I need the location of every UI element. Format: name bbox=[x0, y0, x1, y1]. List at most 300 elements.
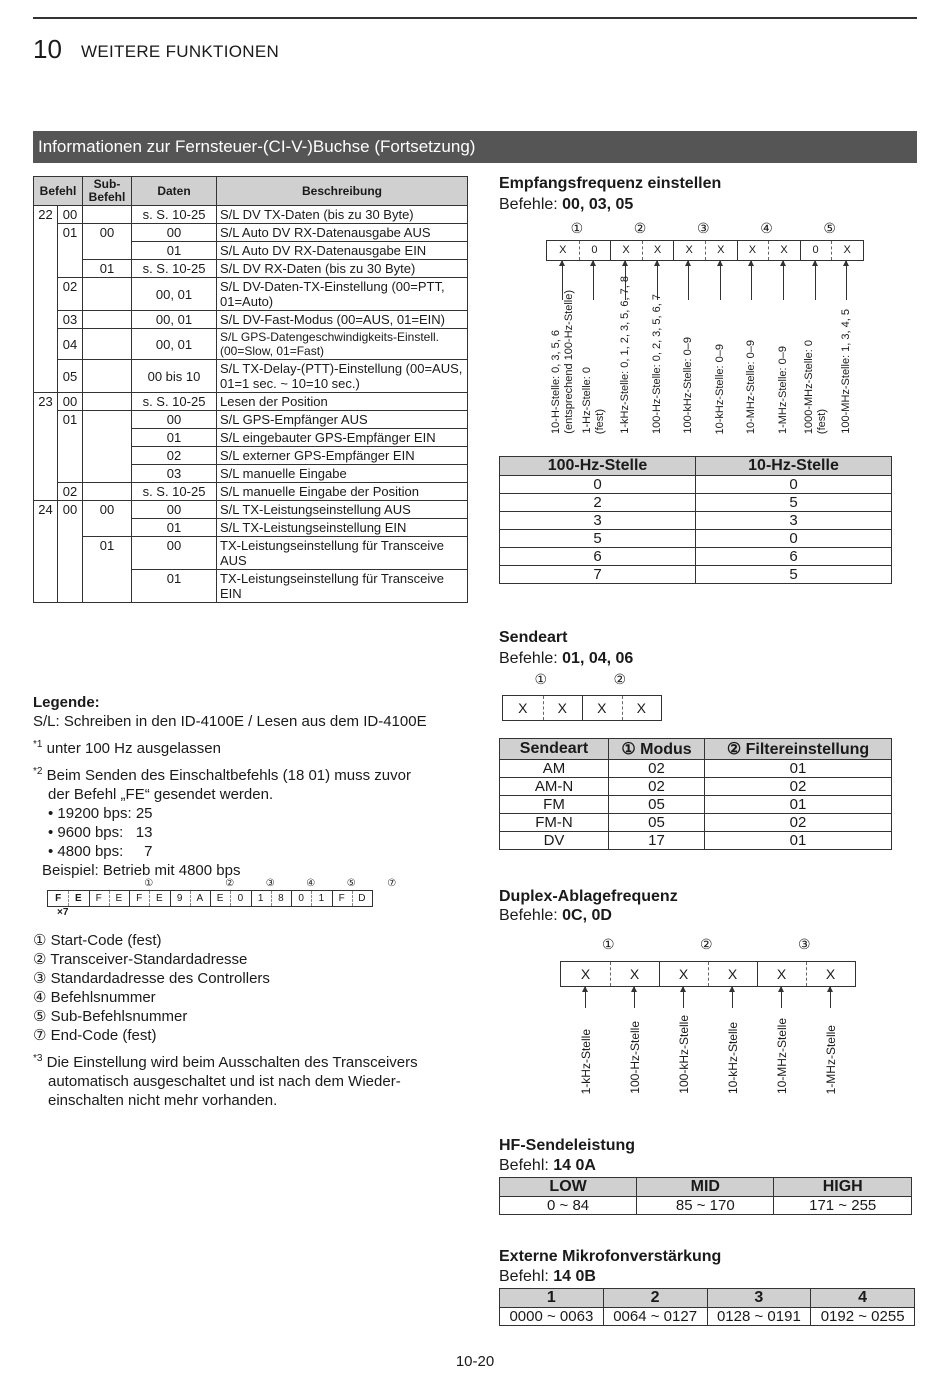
sendeart-row bbox=[500, 814, 892, 832]
legend-item: ③ Standardadresse des Controllers bbox=[33, 970, 270, 987]
table-row bbox=[34, 311, 468, 329]
hz-row bbox=[500, 512, 892, 530]
duplex-title: Duplex-Ablagefrequenz bbox=[499, 888, 678, 905]
hz-row-cell: 0 bbox=[696, 530, 892, 548]
daten-cell: 00, 01 bbox=[132, 311, 217, 329]
nibble-divider-dashed bbox=[579, 241, 580, 260]
footnote-3-text-c: einschalten nicht mehr vorhanden. bbox=[48, 1092, 278, 1109]
arrow-head bbox=[812, 260, 818, 266]
hz-table bbox=[499, 456, 892, 584]
arrow-line bbox=[846, 260, 847, 300]
daten-cell: 01 bbox=[132, 570, 217, 603]
sendeart-row bbox=[500, 760, 892, 778]
footnote-1-mark: *1 bbox=[33, 739, 43, 750]
desc-cell: S/L DV TX-Daten (bis zu 30 Byte) bbox=[217, 206, 468, 224]
byte-number: ④ bbox=[760, 220, 773, 236]
freq-diagram bbox=[546, 220, 862, 442]
desc-cell: TX-Leistungseinstellung für Transceive EIN bbox=[217, 570, 468, 603]
sendeart-header-2: ② Filtereinstellung bbox=[705, 739, 892, 760]
sub-cell bbox=[83, 329, 132, 360]
mic-table-header bbox=[500, 1289, 915, 1308]
example-nibble-divider bbox=[68, 891, 69, 906]
daten-cell: 00 bbox=[132, 224, 217, 242]
daten-cell: s. S. 10-25 bbox=[132, 206, 217, 224]
duplex-label: 10-MHz-Stelle bbox=[774, 1017, 789, 1094]
example-byte: E bbox=[216, 893, 224, 904]
times-seven: ×7 bbox=[57, 907, 69, 918]
byte-number: ② bbox=[633, 220, 647, 236]
sendeart-row-cell: 02 bbox=[609, 778, 705, 796]
digit-label: 10-MHz-Stelle: 0–9 bbox=[745, 339, 758, 434]
byte-number: ⑤ bbox=[823, 220, 836, 236]
arrow-head bbox=[631, 986, 637, 992]
sub-cell: 00 bbox=[83, 501, 132, 537]
hz-row-cell: 5 bbox=[696, 494, 892, 512]
sendeart-row-cell: 17 bbox=[609, 832, 705, 850]
arrow-head bbox=[680, 986, 686, 992]
legend-items bbox=[33, 931, 418, 1110]
example-circle: ⑤ bbox=[346, 878, 356, 889]
sendeart-row-cell: 01 bbox=[705, 796, 892, 814]
nibble-divider-dashed bbox=[806, 962, 807, 986]
desc-cell: Lesen der Position bbox=[217, 393, 468, 411]
hz-row-cell: 2 bbox=[500, 494, 696, 512]
nibble-cell: X bbox=[825, 966, 836, 982]
befehl-cell: 23 bbox=[34, 393, 58, 501]
befehl2-cell: 01 bbox=[58, 224, 83, 278]
arrow-line bbox=[720, 260, 721, 300]
befehl2-cell: 02 bbox=[58, 278, 83, 311]
mic-header-3: 3 bbox=[707, 1289, 811, 1308]
desc-cell: S/L DV RX-Daten (bis zu 30 Byte) bbox=[217, 260, 468, 278]
example-byte: E bbox=[156, 893, 163, 904]
byte-number: ① bbox=[602, 936, 615, 952]
desc-cell: S/L DV-Fast-Modus (00=AUS, 01=EIN) bbox=[217, 311, 468, 329]
legend-item: ① Start-Code (fest) bbox=[33, 932, 162, 949]
freq-commands bbox=[499, 196, 633, 214]
example-circle: ② bbox=[225, 878, 235, 889]
example-byte: E bbox=[115, 893, 123, 904]
digit-label: 1000-MHz-Stelle: 0 bbox=[802, 339, 815, 434]
arrow-line bbox=[783, 260, 784, 300]
hz-table-body bbox=[500, 476, 892, 584]
byte-divider bbox=[757, 962, 758, 986]
header-befehl: Befehl bbox=[34, 177, 83, 206]
hf-value-low: 0 ~ 84 bbox=[500, 1197, 637, 1215]
sendeart-row bbox=[500, 832, 892, 850]
footnote-2 bbox=[33, 762, 427, 785]
sendeart-row bbox=[500, 778, 892, 796]
desc-cell: S/L GPS-Datengeschwindigkeits-Einstell. (00=Slow, 01=Fast) bbox=[217, 329, 468, 360]
mic-command-prefix: Befehl: bbox=[499, 1268, 554, 1285]
top-rule bbox=[33, 17, 917, 19]
digit-label: 10-kHz-Stelle: 0–9 bbox=[713, 343, 726, 434]
desc-cell: S/L Auto DV RX-Datenausgabe AUS bbox=[217, 224, 468, 242]
example-byte: A bbox=[196, 893, 204, 904]
nibble-cell: X bbox=[622, 244, 630, 256]
table-row bbox=[34, 224, 468, 242]
nibble-cell: X bbox=[597, 700, 607, 716]
sub-cell bbox=[83, 393, 132, 411]
byte-divider bbox=[673, 241, 674, 260]
duplex-diagram bbox=[560, 936, 856, 1096]
digit-label: 100-kHz-Stelle: 0–9 bbox=[682, 337, 695, 434]
hf-header-high: HIGH bbox=[774, 1178, 912, 1197]
byte-number: ① bbox=[570, 220, 584, 236]
befehl2-cell: 02 bbox=[58, 483, 83, 501]
nibble-cell: X bbox=[629, 966, 640, 982]
footnote-1 bbox=[33, 735, 427, 758]
mic-table bbox=[499, 1288, 915, 1326]
command-table-header bbox=[34, 177, 468, 206]
hz-header-10: 10-Hz-Stelle bbox=[696, 457, 892, 476]
duplex-label: 100-kHz-Stelle bbox=[676, 1015, 691, 1094]
nibble-box bbox=[546, 240, 864, 261]
sendeart-row-cell: 01 bbox=[705, 760, 892, 778]
sub-cell bbox=[83, 411, 132, 483]
sendeart-row-cell: 05 bbox=[609, 796, 705, 814]
bps-19200: • 19200 bps: 25 bbox=[48, 805, 153, 822]
hz-row-cell: 3 bbox=[696, 512, 892, 530]
chapter-number: 10 bbox=[33, 34, 62, 64]
nibble-divider-dashed bbox=[642, 241, 643, 260]
arrow-head bbox=[827, 986, 833, 992]
table-row bbox=[34, 483, 468, 501]
nibble-cell: X bbox=[580, 966, 591, 982]
example-byte: 0 bbox=[298, 893, 304, 904]
arrow-line bbox=[815, 260, 816, 300]
arrow-head bbox=[717, 260, 723, 266]
hf-title: HF-Sendeleistung bbox=[499, 1137, 636, 1154]
nibble-divider-dashed bbox=[543, 696, 544, 720]
nibble-cell: 0 bbox=[591, 244, 598, 256]
legend-item: ⑦ End-Code (fest) bbox=[33, 1027, 157, 1044]
nibble-cell: X bbox=[843, 244, 851, 256]
example-byte: F bbox=[136, 893, 143, 904]
nibble-cell: X bbox=[518, 700, 528, 716]
example-byte: F bbox=[95, 893, 102, 904]
daten-cell: 00, 01 bbox=[132, 329, 217, 360]
table-row bbox=[34, 393, 468, 411]
legend-sl: S/L: Schreiben in den ID-4100E / Lesen aus dem ID-4100E bbox=[33, 713, 427, 730]
byte-number: ① bbox=[534, 671, 548, 687]
daten-cell: s. S. 10-25 bbox=[132, 260, 217, 278]
byte-number: ② bbox=[700, 936, 713, 952]
daten-cell: 00 bis 10 bbox=[132, 360, 217, 393]
duplex-label: 1-kHz-Stelle bbox=[578, 1028, 593, 1094]
befehl2-cell: 05 bbox=[58, 360, 83, 393]
example-nibble-divider bbox=[352, 891, 353, 906]
nibble-cell: X bbox=[559, 244, 567, 256]
mic-table-row bbox=[500, 1308, 915, 1326]
digit-label: 1-Hz-Stelle: 0 bbox=[581, 367, 594, 434]
hz-row-cell: 7 bbox=[500, 566, 696, 584]
sendeart-commands-value: 01, 04, 06 bbox=[562, 650, 634, 667]
table-row bbox=[34, 329, 468, 360]
mic-header-1: 1 bbox=[500, 1289, 604, 1308]
example-byte: F bbox=[55, 893, 62, 904]
hz-row-cell: 6 bbox=[500, 548, 696, 566]
digit-label: 10-H-Stelle: 0, 3, 5, 6 bbox=[549, 330, 562, 434]
hf-value-high: 171 ~ 255 bbox=[774, 1197, 912, 1215]
arrow-line bbox=[751, 260, 752, 300]
daten-cell: 02 bbox=[132, 447, 217, 465]
example-byte-divider bbox=[129, 891, 130, 906]
example-byte-divider bbox=[170, 891, 171, 906]
footnote-3 bbox=[33, 1049, 418, 1072]
sendeart-title: Sendeart bbox=[499, 629, 568, 646]
example-circle: ④ bbox=[306, 878, 316, 889]
example-byte: 1 bbox=[257, 893, 264, 904]
nibble-box bbox=[560, 961, 856, 987]
duplex-commands bbox=[499, 907, 612, 925]
legend-item: ⑤ Sub-Befehlsnummer bbox=[33, 1008, 188, 1025]
table-row bbox=[34, 411, 468, 429]
nibble-box bbox=[502, 695, 662, 721]
daten-cell: s. S. 10-25 bbox=[132, 483, 217, 501]
example-bytes-box bbox=[47, 890, 373, 907]
example-byte: 9 bbox=[176, 893, 183, 904]
example-nibble-divider bbox=[230, 891, 231, 906]
sendeart-row-cell: AM bbox=[500, 760, 609, 778]
hz-row-cell: 0 bbox=[696, 476, 892, 494]
duplex-commands-value: 0C, 0D bbox=[562, 907, 612, 924]
example-circle: ③ bbox=[265, 878, 275, 889]
digit-label: 100-MHz-Stelle: 1, 3, 4, 5 bbox=[840, 309, 853, 434]
footnote-3-text-a: Die Einstellung wird beim Ausschalten des Transceivers bbox=[46, 1054, 418, 1071]
sendeart-row-cell: DV bbox=[500, 832, 609, 850]
mic-title: Externe Mikrofonverstärkung bbox=[499, 1248, 722, 1265]
arrow-head bbox=[622, 260, 628, 266]
nibble-cell: X bbox=[717, 244, 725, 256]
example-nibble-divider bbox=[109, 891, 110, 906]
hz-row bbox=[500, 548, 892, 566]
nibble-cell: X bbox=[776, 966, 787, 982]
nibble-cell: X bbox=[678, 966, 689, 982]
footnote-1-text: unter 100 Hz ausgelassen bbox=[46, 740, 221, 757]
befehl-cell: 24 bbox=[34, 501, 58, 603]
bps-9600: • 9600 bps: 13 bbox=[48, 824, 153, 841]
nibble-cell: X bbox=[748, 244, 757, 256]
arrow-head bbox=[559, 260, 565, 266]
sub-cell bbox=[83, 311, 132, 329]
arrow-head bbox=[685, 260, 691, 266]
arrow-head bbox=[748, 260, 754, 266]
digit-label: 1-MHz-Stelle: 0–9 bbox=[777, 345, 789, 434]
example-byte: E bbox=[75, 893, 82, 904]
daten-cell: 01 bbox=[132, 519, 217, 537]
hf-header-mid: MID bbox=[637, 1178, 774, 1197]
hf-table bbox=[499, 1177, 912, 1215]
footnote-2-mark: *2 bbox=[33, 766, 43, 777]
table-row bbox=[34, 206, 468, 224]
byte-divider bbox=[610, 241, 611, 260]
nibble-divider-dashed bbox=[708, 962, 709, 986]
nibble-divider-dashed bbox=[610, 962, 611, 986]
nibble-divider-dashed bbox=[831, 241, 832, 260]
befehl-cell: 22 bbox=[34, 206, 58, 393]
section-banner-text: Informationen zur Fernsteuer-(CI-V-)Buchse (Fortsetzung) bbox=[38, 137, 476, 156]
table-row bbox=[34, 278, 468, 311]
hz-row-cell: 3 bbox=[500, 512, 696, 530]
byte-divider bbox=[737, 241, 738, 260]
hz-table-header bbox=[500, 457, 892, 476]
mic-command-value: 14 0B bbox=[553, 1268, 596, 1285]
sub-cell bbox=[83, 360, 132, 393]
befehl2-cell: 03 bbox=[58, 311, 83, 329]
nibble-divider-dashed bbox=[705, 241, 706, 260]
sendeart-row-cell: 01 bbox=[705, 832, 892, 850]
daten-cell: 00 bbox=[132, 411, 217, 429]
byte-divider bbox=[800, 241, 801, 260]
example-byte: 1 bbox=[318, 893, 325, 904]
sub-cell bbox=[83, 483, 132, 501]
hf-command bbox=[499, 1157, 596, 1175]
befehl2-cell: 00 bbox=[58, 206, 83, 224]
byte-divider bbox=[659, 962, 660, 986]
hf-value-mid: 85 ~ 170 bbox=[637, 1197, 774, 1215]
daten-cell: 00 bbox=[132, 501, 217, 519]
desc-cell: S/L eingebauter GPS-Empfänger EIN bbox=[217, 429, 468, 447]
example-label: Beispiel: Betrieb mit 4800 bps bbox=[42, 862, 241, 879]
sub-cell bbox=[83, 206, 132, 224]
arrow-head bbox=[780, 260, 786, 266]
sendeart-table-body bbox=[500, 760, 892, 850]
example-circle: ⑦ bbox=[387, 878, 397, 889]
digit-label: (entsprechend 100-Hz-Stelle) bbox=[562, 290, 575, 434]
sendeart-commands-prefix: Befehle: bbox=[499, 650, 563, 667]
mic-header-4: 4 bbox=[811, 1289, 915, 1308]
byte-number: ② bbox=[613, 671, 627, 687]
sendeart-row-cell: AM-N bbox=[500, 778, 609, 796]
hz-row-cell: 0 bbox=[500, 476, 696, 494]
sendeart-row-cell: FM bbox=[500, 796, 609, 814]
chapter-title: WEITERE FUNKTIONEN bbox=[81, 42, 280, 61]
byte-divider bbox=[582, 696, 583, 720]
example-byte: F bbox=[338, 893, 345, 904]
nibble-cell: X bbox=[636, 700, 646, 716]
nibble-divider-dashed bbox=[622, 696, 623, 720]
hz-row bbox=[500, 476, 892, 494]
arrow-head bbox=[729, 986, 735, 992]
freq-commands-prefix: Befehle: bbox=[499, 196, 563, 213]
arrow-head bbox=[654, 260, 660, 266]
legend bbox=[33, 693, 427, 880]
daten-cell: 00 bbox=[132, 537, 217, 570]
daten-cell: 01 bbox=[132, 429, 217, 447]
hf-table-header bbox=[500, 1178, 912, 1197]
hz-row-cell: 5 bbox=[500, 530, 696, 548]
digit-label: (fest) bbox=[594, 408, 607, 434]
nibble-cell: X bbox=[780, 244, 788, 256]
sendeart-table bbox=[499, 738, 892, 850]
header-sub-befehl: Sub-Befehl bbox=[83, 177, 132, 206]
freq-title: Empfangsfrequenz einstellen bbox=[499, 175, 722, 192]
example-byte-divider bbox=[89, 891, 90, 906]
bps-4800: • 4800 bps: 7 bbox=[48, 843, 153, 860]
freq-commands-value: 00, 03, 05 bbox=[562, 196, 634, 213]
mic-value-3: 0128 ~ 0191 bbox=[707, 1308, 811, 1326]
hz-header-100: 100-Hz-Stelle bbox=[500, 457, 696, 476]
befehl2-cell: 04 bbox=[58, 329, 83, 360]
mic-command bbox=[499, 1268, 596, 1286]
duplex-label: 10-kHz-Stelle bbox=[725, 1021, 740, 1094]
example-byte: D bbox=[358, 893, 366, 904]
header-beschreibung: Beschreibung bbox=[217, 177, 468, 206]
footnote-2-text-b: der Befehl „FE“ gesendet werden. bbox=[48, 786, 274, 803]
hz-row-cell: 6 bbox=[696, 548, 892, 566]
example-nibble-divider bbox=[149, 891, 150, 906]
arrow-line bbox=[688, 260, 689, 300]
befehl2-cell: 01 bbox=[58, 411, 83, 483]
desc-cell: TX-Leistungseinstellung für Transceive AUS bbox=[217, 537, 468, 570]
hz-row-cell: 5 bbox=[696, 566, 892, 584]
example-byte: 8 bbox=[278, 893, 284, 904]
digit-label: 100-Hz-Stelle: 0, 2, 3, 5, 6, 7 bbox=[650, 293, 663, 434]
example-nibble-divider bbox=[190, 891, 191, 906]
example-byte-strip bbox=[47, 878, 397, 920]
desc-cell: S/L manuelle Eingabe bbox=[217, 465, 468, 483]
desc-cell: S/L TX-Leistungseinstellung AUS bbox=[217, 501, 468, 519]
table-row bbox=[34, 537, 468, 570]
desc-cell: S/L TX-Leistungseinstellung EIN bbox=[217, 519, 468, 537]
sendeart-table-header bbox=[500, 739, 892, 760]
example-byte: 0 bbox=[237, 893, 244, 904]
byte-number: ③ bbox=[798, 936, 811, 952]
arrow-head bbox=[590, 260, 596, 266]
section-banner bbox=[33, 131, 917, 163]
daten-cell: 00, 01 bbox=[132, 278, 217, 311]
example-byte-divider bbox=[332, 891, 333, 906]
hf-header-low: LOW bbox=[500, 1178, 637, 1197]
legend-item: ② Transceiver-Standardadresse bbox=[33, 951, 248, 968]
example-circle: ① bbox=[144, 878, 154, 889]
footnote-2-text-a: Beim Senden des Einschaltbefehls (18 01) muss zuvor bbox=[46, 767, 411, 784]
footnote-3-text-b: automatisch ausgeschaltet und ist nach dem Wieder- bbox=[48, 1073, 401, 1090]
mode-diagram bbox=[502, 671, 662, 721]
hz-row bbox=[500, 566, 892, 584]
desc-cell: S/L DV-Daten-TX-Einstellung (00=PTT, 01=Auto) bbox=[217, 278, 468, 311]
sendeart-row-cell: 05 bbox=[609, 814, 705, 832]
mic-header-2: 2 bbox=[603, 1289, 707, 1308]
sendeart-commands bbox=[499, 650, 633, 668]
nibble-cell: X bbox=[557, 700, 567, 716]
sendeart-row bbox=[500, 796, 892, 814]
desc-cell: S/L TX-Delay-(PTT)-Einstellung (00=AUS, 01=1 sec. ~ 10=10 sec.) bbox=[217, 360, 468, 393]
sendeart-row-cell: 02 bbox=[705, 778, 892, 796]
example-byte-divider bbox=[291, 891, 292, 906]
digit-label: (fest) bbox=[815, 408, 828, 434]
sendeart-row-cell: FM-N bbox=[500, 814, 609, 832]
legend-title: Legende: bbox=[33, 694, 100, 711]
header-daten: Daten bbox=[132, 177, 217, 206]
table-row bbox=[34, 501, 468, 519]
example-nibble-divider bbox=[311, 891, 312, 906]
sendeart-row-cell: 02 bbox=[609, 760, 705, 778]
hz-row bbox=[500, 530, 892, 548]
duplex-label: 1-MHz-Stelle bbox=[823, 1024, 838, 1094]
mic-value-2: 0064 ~ 0127 bbox=[603, 1308, 707, 1326]
sendeart-header-1: ① Modus bbox=[609, 739, 705, 760]
example-byte-divider bbox=[251, 891, 252, 906]
nibble-cell: X bbox=[653, 244, 662, 256]
nibble-cell: 0 bbox=[812, 244, 819, 256]
sub-cell bbox=[83, 278, 132, 311]
befehl2-cell: 00 bbox=[58, 393, 83, 411]
example-nibble-divider bbox=[271, 891, 272, 906]
sub-cell: 01 bbox=[83, 537, 132, 603]
table-row bbox=[34, 360, 468, 393]
